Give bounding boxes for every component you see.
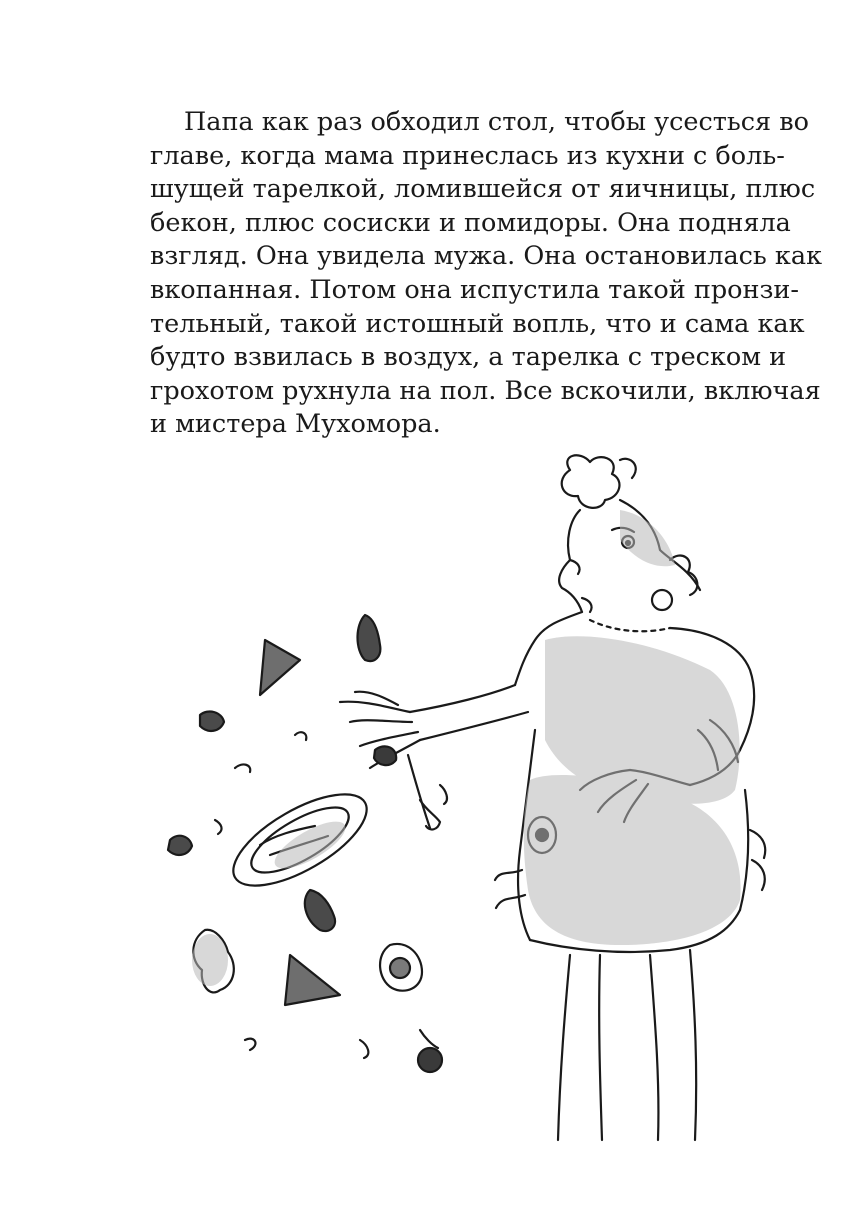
paragraph-line: главе, когда мама принеслась из кухни с боль- — [150, 140, 785, 171]
paragraph-line: шущей тарелкой, ломившейся от яичницы, плюс — [150, 174, 816, 205]
paragraph-line: бекон, плюс сосиски и помидоры. Она подняла — [150, 207, 791, 238]
paragraph-line: взгляд. Она увидела мужа. Она остановилась как — [150, 241, 823, 272]
paragraph-line: тельный, такой истошный вопль, что и сама как — [150, 308, 805, 339]
paragraph-line: вкопанная. Потом она испустила такой пронзи- — [150, 274, 800, 305]
paragraph-line: будто взвилась в воздух, а тарелка с треском и — [150, 342, 787, 373]
paragraph — [150, 106, 823, 442]
illustration-woman-dropping-plate — [150, 450, 780, 1150]
paragraph-line: Папа как раз обходил стол, чтобы усесться во — [184, 107, 809, 137]
paragraph-line: грохотом рухнула на пол. Все вскочили, включая — [150, 375, 821, 406]
paragraph-line: и мистера Мухомора. — [150, 409, 441, 440]
watercolor-wash — [192, 510, 741, 986]
